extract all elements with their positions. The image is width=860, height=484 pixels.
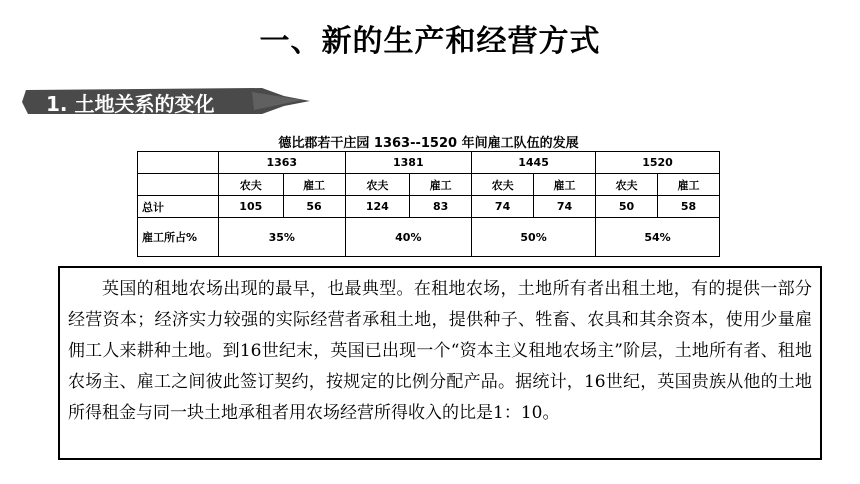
passage-text: 英国的租地农场出现的最早，也最典型。在租地农场，土地所有者出租土地，有的提供一部分经营资本；经济实力较强的实际经营者承租土地，提供种子、牲畜、农具和其余资本，使用少量雇佣工人来耕种土地。到16世纪末，英国已出现一个“资本主义租地农场主”阶层，土地所有者、租地农场主、雇工之间彼此签订契约，按规定的比例分配产品。据统计，16世纪，英国贵族从他的土地所得租金与同一块土地承租者用农场经营所得收入的比是1：10。 <box>68 279 812 423</box>
subheader-cell: 雇工 <box>658 174 720 196</box>
subheader-cell: 农夫 <box>472 174 534 196</box>
total-cell: 56 <box>283 196 345 218</box>
percent-cell: 54% <box>596 218 720 257</box>
table-row-totals <box>138 196 720 218</box>
passage-box <box>58 266 822 460</box>
table-row-years <box>138 152 720 174</box>
subheader-cell: 农夫 <box>219 174 284 196</box>
total-row-label: 总计 <box>138 196 219 218</box>
year-header: 1520 <box>596 152 720 174</box>
section-label: 1. 土地关系的变化 <box>46 92 215 116</box>
subheader-cell: 雇工 <box>283 174 345 196</box>
subheader-cell: 农夫 <box>345 174 410 196</box>
table-cell-empty <box>138 174 219 196</box>
total-cell: 105 <box>219 196 284 218</box>
total-cell: 50 <box>596 196 658 218</box>
total-cell: 58 <box>658 196 720 218</box>
total-cell: 83 <box>410 196 472 218</box>
subheader-cell: 农夫 <box>596 174 658 196</box>
total-cell: 124 <box>345 196 410 218</box>
year-header: 1381 <box>345 152 472 174</box>
data-table <box>137 151 720 257</box>
subheader-cell: 雇工 <box>410 174 472 196</box>
year-header: 1445 <box>472 152 596 174</box>
section-banner <box>22 84 312 118</box>
table-row-subheaders <box>138 174 720 196</box>
percent-cell: 50% <box>472 218 596 257</box>
percent-cell: 40% <box>345 218 472 257</box>
table-caption: 德比郡若干庄园 1363--1520 年间雇工队伍的发展 <box>278 136 579 151</box>
total-cell: 74 <box>472 196 534 218</box>
subheader-cell: 雇工 <box>534 174 596 196</box>
percent-cell: 35% <box>219 218 346 257</box>
total-cell: 74 <box>534 196 596 218</box>
table-row-percent <box>138 218 720 257</box>
year-header: 1363 <box>219 152 346 174</box>
slide-title: 一、新的生产和经营方式 <box>259 24 601 59</box>
percent-row-label: 雇工所占% <box>138 218 219 257</box>
table-cell-empty <box>138 152 219 174</box>
